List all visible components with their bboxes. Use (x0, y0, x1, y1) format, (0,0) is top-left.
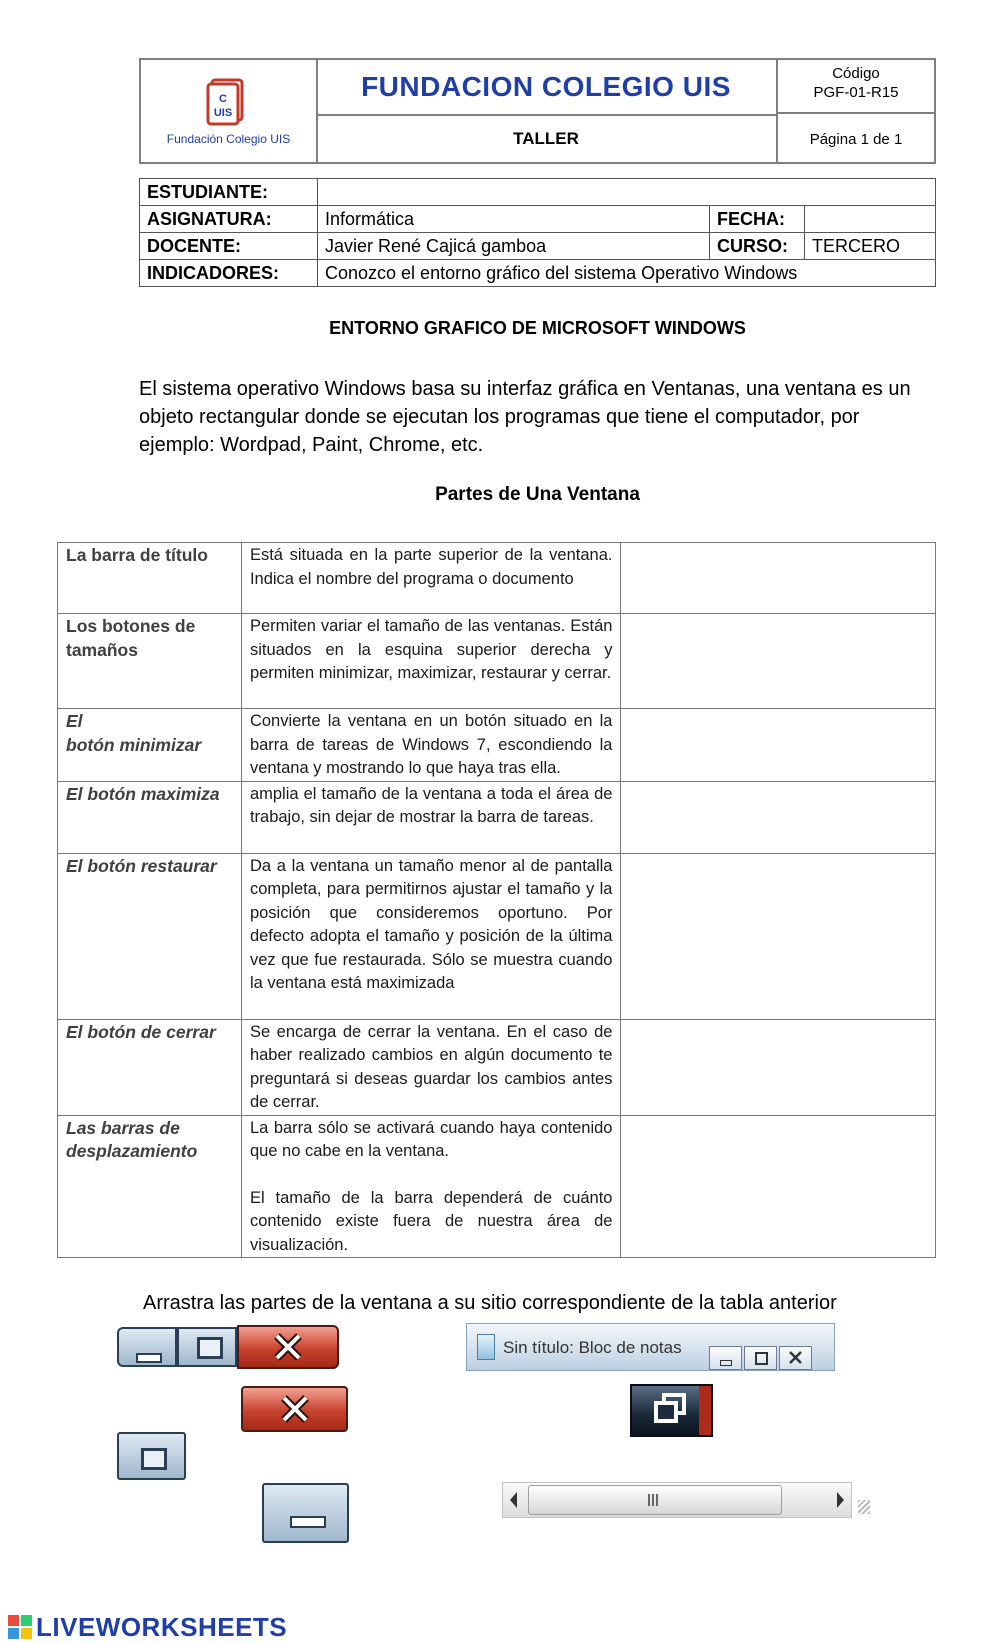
intro-paragraph: El sistema operativo Windows basa su interfaz gráfica en Ventanas, una ventana es un objeto rectangular donde se ejecutan los programas que tiene el computador, por ejemplo: Wordpad, Paint, Chrome, etc. (139, 378, 911, 456)
svg-text:UIS: UIS (213, 107, 233, 119)
page-number: Página 1 de 1 (809, 130, 903, 148)
indicators-row (140, 260, 936, 287)
table-row (58, 543, 936, 614)
svg-text:C: C (219, 93, 227, 105)
scroll-left-arrow-icon (508, 1491, 520, 1509)
part-term: La barra de título (58, 543, 242, 614)
part-definition-p2: El tamaño de la barra dependerá de cuánto contenido existe fuera de nuestra área de visualización. (249, 1188, 613, 1254)
drop-zone-size-buttons[interactable] (621, 614, 936, 709)
student-field[interactable] (318, 179, 936, 206)
logo-cell (141, 60, 318, 162)
code-label: Código (832, 65, 880, 82)
indicators-label: INDICADORES: (140, 260, 318, 287)
student-info-table (139, 178, 936, 287)
close-icon (243, 1388, 346, 1430)
part-term-line: botón minimizar (66, 734, 202, 755)
school-logo-icon (204, 76, 248, 128)
grip-icon (648, 1494, 650, 1506)
drop-zone-maximize[interactable] (621, 781, 936, 853)
maximize-icon (141, 1448, 167, 1470)
titlebar-draggable[interactable] (466, 1323, 835, 1371)
part-term: El botón de cerrar (58, 1019, 242, 1115)
drop-zone-close[interactable] (621, 1019, 936, 1115)
teacher-value: Javier René Cajicá gamboa (318, 233, 710, 260)
notepad-icon (477, 1334, 495, 1360)
subject-row (140, 206, 936, 233)
minimize-button-draggable[interactable] (262, 1483, 349, 1543)
table-row (58, 853, 936, 1019)
window-parts-table (57, 542, 936, 1258)
teacher-row (140, 233, 936, 260)
table-row (58, 709, 936, 782)
indicators-value: Conozco el entorno gráfico del sistema Operativo Windows (318, 260, 936, 287)
part-term: El botón restaurar (58, 853, 242, 1019)
restore-button-draggable[interactable] (630, 1384, 713, 1437)
part-definition: Está situada en la parte superior de la ventana. Indica el nombre del programa o documento (241, 543, 621, 614)
part-definition: Convierte la ventana en un botón situado en la barra de tareas de Windows 7, escondiendo la ventana y mostrando lo que haya tras ella. (241, 709, 621, 782)
code-cell (778, 60, 934, 114)
part-term (58, 709, 242, 782)
part-definition: Da a la ventana un tamaño menor al de pantalla completa, para permitirnos ajustar el tamaño y la posición que consideremos oportuno. Por defecto adopta el tamaño y posición de la última vez que fue restaurada. Sólo se muestra cuando la ventana está maximizada (241, 853, 621, 1019)
institution-title: FUNDACION COLEGIO UIS (361, 71, 731, 102)
minimize-icon (709, 1346, 742, 1370)
teacher-label: DOCENTE: (140, 233, 318, 260)
code-value: PGF-01-R15 (813, 84, 899, 101)
subject-value: Informática (318, 206, 710, 233)
part-term: Los botones de tamaños (58, 614, 242, 709)
drag-instruction: Arrastra las partes de la ventana a su sitio correspondiente de la tabla anterior (143, 1292, 837, 1314)
table-row (58, 1115, 936, 1258)
part-definition: amplia el tamaño de la ventana a toda el área de trabajo, sin dejar de mostrar la barra de tareas. (241, 781, 621, 853)
minimize-icon (117, 1327, 177, 1367)
resize-grip-icon (858, 1500, 870, 1514)
restore-icon (642, 1389, 702, 1433)
document-header (139, 58, 936, 164)
part-definition: Se encarga de cerrar la ventana. En el caso de haber realizado cambios en algún documento te preguntará si deseas guardar los cambios antes de cerrar. (241, 1019, 621, 1115)
minimize-icon (290, 1516, 326, 1528)
student-row (140, 179, 936, 206)
maximize-button-draggable[interactable] (117, 1432, 186, 1480)
close-icon (779, 1346, 812, 1370)
size-buttons-draggable[interactable] (117, 1325, 339, 1369)
drop-zone-titlebar[interactable] (621, 543, 936, 614)
student-label: ESTUDIANTE: (140, 179, 318, 206)
close-icon (237, 1325, 339, 1369)
table-row (58, 781, 936, 853)
part-term: Las barras de desplazamiento (58, 1115, 242, 1258)
titlebar-text: Sin título: Bloc de notas (503, 1338, 682, 1357)
title-cell (316, 60, 778, 116)
table-row (58, 614, 936, 709)
date-field[interactable] (805, 206, 936, 233)
drop-zone-minimize[interactable] (621, 709, 936, 782)
course-label: CURSO: (710, 233, 805, 260)
scrollbar-thumb (528, 1485, 782, 1515)
scrollbar-draggable[interactable] (502, 1482, 876, 1518)
date-label: FECHA: (710, 206, 805, 233)
part-definition: Permiten variar el tamaño de las ventanas. Están situados en la esquina superior derecha y permiten minimizar, maximizar, restaurar y cerrar. (241, 614, 621, 709)
part-term-line: El (66, 711, 83, 731)
course-value: TERCERO (805, 233, 936, 260)
part-term: El botón maximiza (58, 781, 242, 853)
liveworksheets-logo-icon (8, 1615, 32, 1639)
part-definition (241, 1115, 621, 1258)
brand-text: LIVEWORKSHEETS (36, 1612, 288, 1642)
scroll-right-arrow-icon (834, 1491, 846, 1509)
maximize-icon (744, 1346, 777, 1370)
maximize-icon (177, 1327, 237, 1367)
document-type: TALLER (316, 116, 778, 162)
main-heading: ENTORNO GRAFICO DE MICROSOFT WINDOWS (329, 318, 746, 338)
part-definition-p1: La barra sólo se activará cuando haya contenido que no cabe en la ventana. (249, 1118, 613, 1160)
parts-heading: Partes de Una Ventana (435, 484, 640, 505)
subject-label: ASIGNATURA: (140, 206, 318, 233)
table-row (58, 1019, 936, 1115)
close-button-draggable[interactable] (241, 1386, 348, 1432)
drop-zone-scrollbars[interactable] (621, 1115, 936, 1258)
drop-zone-restore[interactable] (621, 853, 936, 1019)
logo-text: Fundación Colegio UIS (166, 132, 291, 146)
